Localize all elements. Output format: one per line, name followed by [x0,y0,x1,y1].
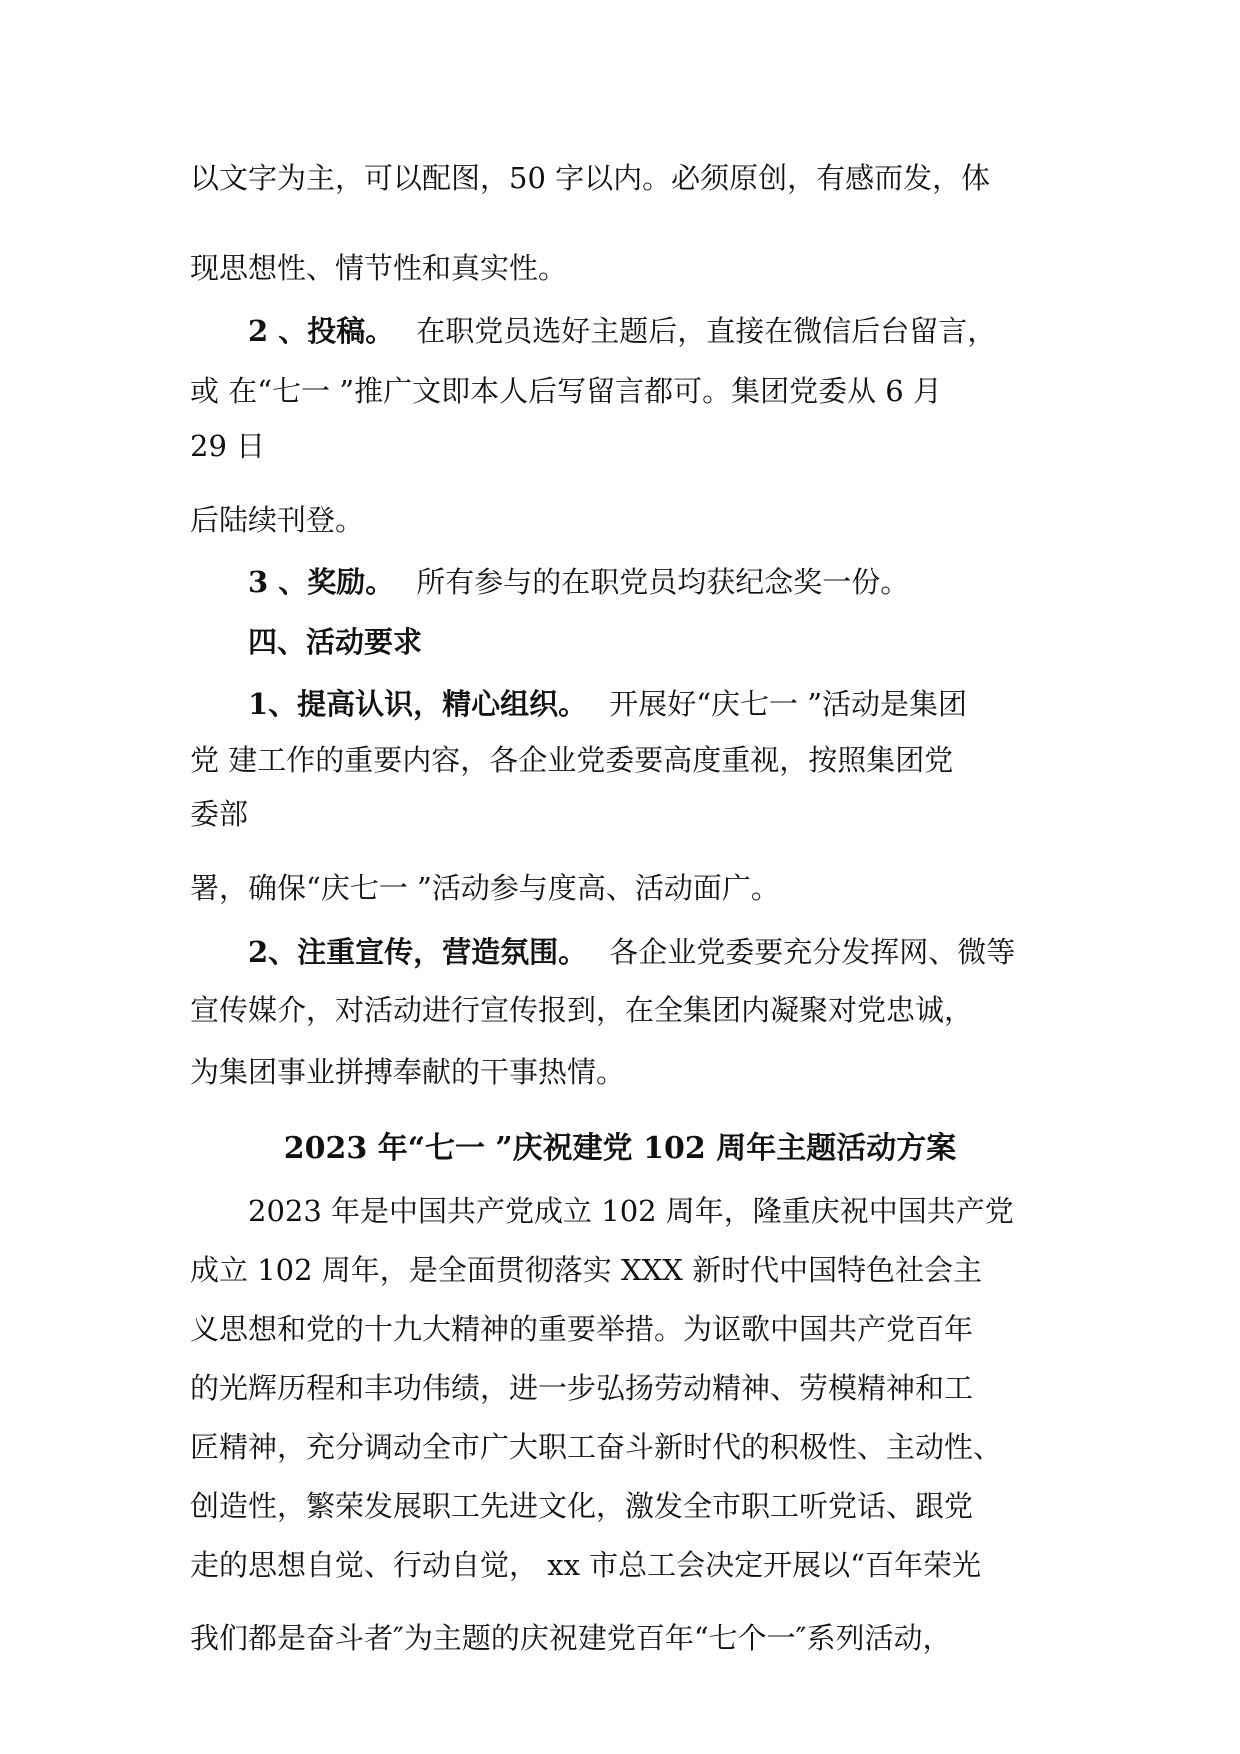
list-item-reward [248,564,909,600]
requirement-heading: 1、提高认识，精心组织。 [248,687,588,721]
paragraph-line: 成立 102 周年，是全面贯彻落实 XXX 新时代中国特色社会主 [190,1253,983,1287]
list-item-heading: 3 、奖励。 [248,565,395,599]
paragraph-line: 党 建工作的重要内容，各企业党委要高度重视，按照集团党 [190,743,954,777]
paragraph-line: 委部 [190,797,249,831]
paragraph-line: 后陆续刊登。 [190,503,365,537]
paragraph-line: 29 日 [190,429,266,463]
list-item-submission [248,313,996,349]
paragraph-line: 匠精神，充分调动全市广大职工奋斗新时代的积极性、主动性、 [190,1430,1003,1464]
paragraph-line: 2023 年是中国共产党成立 102 周年，隆重庆祝中国共产党 [248,1194,1014,1228]
requirement-item-2 [248,934,1015,970]
requirement-text: 开展好“庆七一 ”活动是集团 [609,687,968,721]
paragraph-line: 宣传媒介，对活动进行宣传报到，在全集团内凝聚对党忠诚， [190,993,974,1027]
plan-title: 2023 年“七一 ”庆祝建党 102 周年主题活动方案 [283,1131,957,1166]
list-item-heading: 2 、投稿。 [248,314,395,348]
paragraph-line: 的光辉历程和丰功伟绩，进一步弘扬劳动精神、劳模精神和工 [190,1371,974,1405]
paragraph-line: 现思想性、情节性和真实性。 [190,251,568,285]
section-heading: 四、活动要求 [248,625,423,659]
requirement-item-1 [248,686,967,722]
requirement-heading: 2、注重宣传，营造氛围。 [248,935,588,969]
paragraph-line: 义思想和党的十九大精神的重要举措。为讴歌中国共产党百年 [190,1312,974,1346]
list-item-text: 在职党员选好主题后，直接在微信后台留言， [416,314,997,348]
paragraph-line: 为集团事业拼搏奉献的干事热情。 [190,1055,626,1089]
requirement-text: 各企业党委要充分发挥网、微等 [609,935,1016,969]
paragraph-line: 署，确保“庆七一 ”活动参与度高、活动面广。 [190,871,780,905]
paragraph-line: 以文字为主，可以配图，50 字以内。必须原创，有感而发，体 [190,161,991,195]
paragraph-line: 走的思想自觉、行动自觉， xx 市总工会决定开展以“百年荣光 [190,1548,981,1582]
paragraph-line: 或 在“七一 ”推广文即本人后写留言都可。集团党委从 6 月 [190,374,942,408]
paragraph-line: 创造性，繁荣发展职工先进文化，激发全市职工听党话、跟党 [190,1489,974,1523]
paragraph-line: 我们都是奋斗者″为主题的庆祝建党百年“七个一″系列活动， [190,1621,952,1655]
list-item-text: 所有参与的在职党员均获纪念奖一份。 [416,565,910,599]
